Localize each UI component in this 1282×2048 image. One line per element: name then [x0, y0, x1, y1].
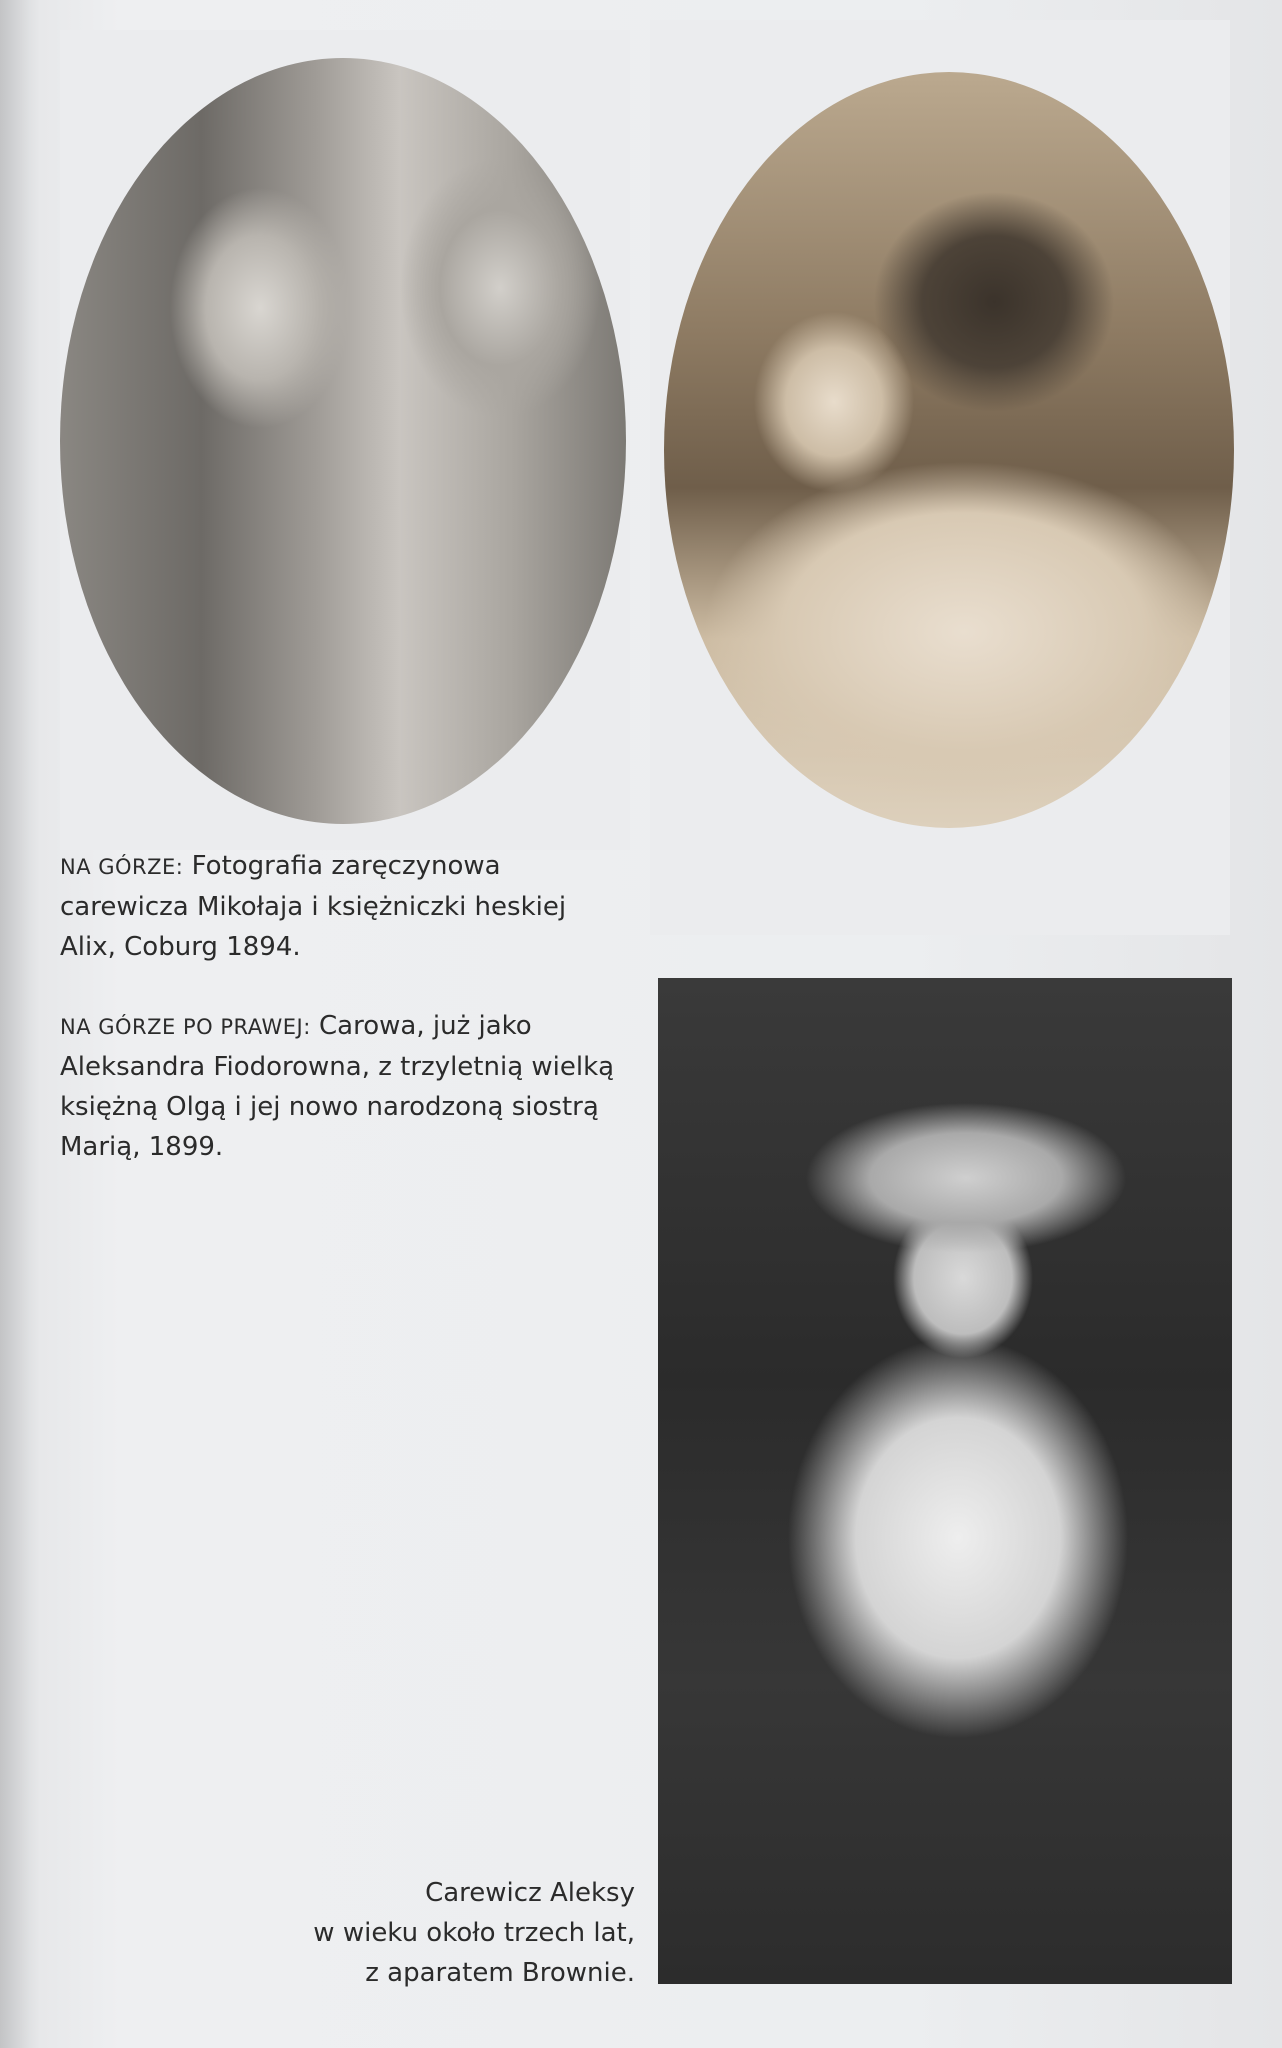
caption-text: księżną Olgą i jej nowo narodzoną siostrą: [60, 1092, 599, 1122]
caption-empress: [60, 1006, 650, 1167]
caption-text: carewicza Mikołaja i księżniczki heskiej: [60, 892, 567, 922]
caption-aleksy: [240, 1873, 635, 1993]
engagement-photo: [60, 58, 626, 824]
caption-engagement: [60, 846, 620, 967]
tsarevich-with-camera-photo: [658, 978, 1232, 1984]
caption-lead: NA GÓRZE:: [60, 855, 184, 879]
caption-text: z aparatem Brownie.: [365, 1958, 635, 1988]
caption-lead: NA GÓRZE PO PRAWEJ:: [60, 1015, 311, 1039]
caption-text: Fotografia zaręczynowa: [191, 851, 501, 881]
caption-text: Carewicz Aleksy: [425, 1878, 635, 1908]
caption-text: Carowa, już jako: [319, 1011, 532, 1041]
caption-text: Marią, 1899.: [60, 1132, 224, 1162]
book-spine-shadow: [0, 0, 40, 2048]
caption-text: Aleksandra Fiodorowna, z trzyletnią wielką: [60, 1052, 615, 1082]
empress-with-daughters-photo: [664, 72, 1234, 828]
caption-text: w wieku około trzech lat,: [313, 1918, 635, 1948]
caption-text: Alix, Coburg 1894.: [60, 932, 301, 962]
